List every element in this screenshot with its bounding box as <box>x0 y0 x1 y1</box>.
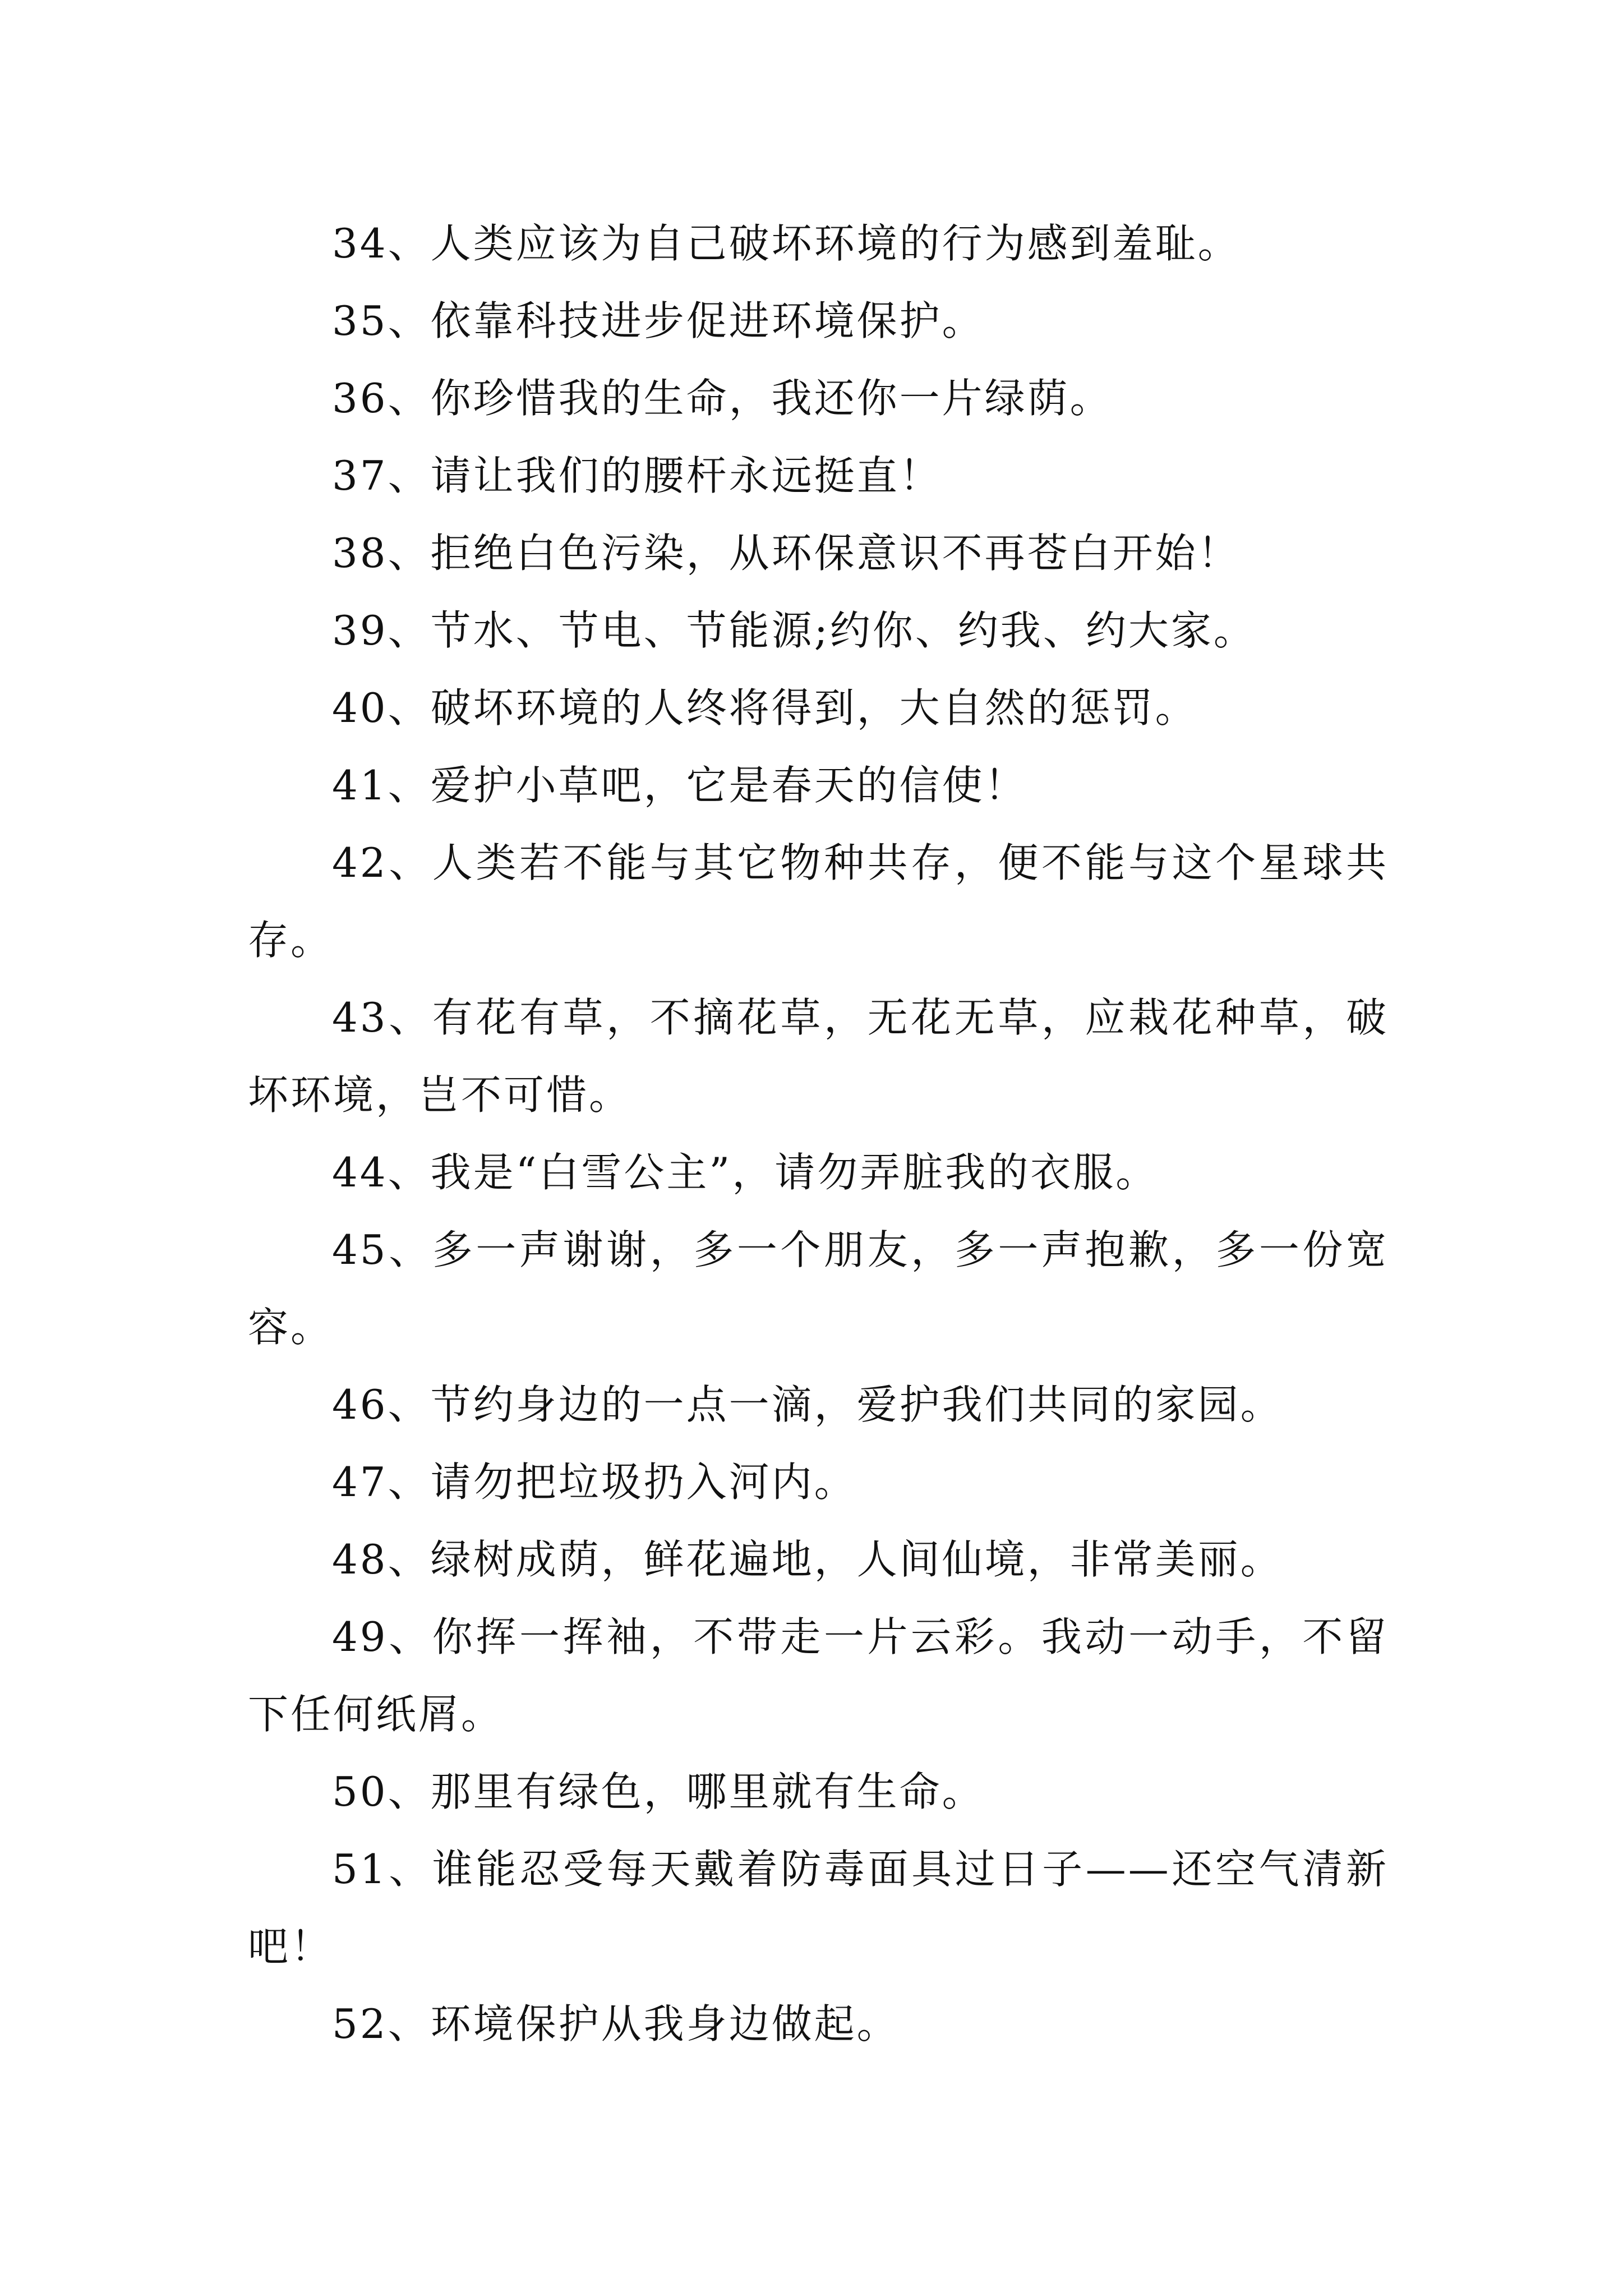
paragraph-35: 35、依靠科技进步促进环境保护。 <box>332 297 985 344</box>
paragraph-37: 37、请让我们的腰杆永远挺直！ <box>332 452 942 499</box>
paragraph-44: 44、我是“白雪公主”，请勿弄脏我的衣服。 <box>332 1149 1159 1196</box>
paragraph-50: 50、那里有绿色，哪里就有生命。 <box>332 1768 985 1815</box>
paragraph-45: 45、多一声谢谢，多一个朋友，多一声抱歉，多一份宽容。 <box>248 1226 1389 1351</box>
paragraph-46: 46、节约身边的一点一滴，爱护我们共同的家园。 <box>332 1381 1283 1428</box>
paragraph-49: 49、你挥一挥袖，不带走一片云彩。我动一动手，不留下任何纸屑。 <box>248 1613 1389 1738</box>
paragraph-38: 38、拒绝白色污染，从环保意识不再苍白开始！ <box>332 530 1241 577</box>
paragraph-39: 39、节水、节电、节能源;约你、约我、约大家。 <box>332 607 1256 654</box>
paragraph-48: 48、绿树成荫，鲜花遍地，人间仙境，非常美丽。 <box>332 1536 1283 1583</box>
document-body <box>248 205 1389 2063</box>
paragraph-40: 40、破坏环境的人终将得到，大自然的惩罚。 <box>332 684 1198 731</box>
paragraph-42: 42、人类若不能与其它物种共存，便不能与这个星球共存。 <box>248 839 1389 964</box>
paragraph-36: 36、你珍惜我的生命，我还你一片绿荫。 <box>332 375 1113 422</box>
paragraph-52: 52、环境保护从我身边做起。 <box>332 2000 900 2047</box>
paragraph-43: 43、有花有草，不摘花草，无花无草，应栽花种草，破坏环境，岂不可惜。 <box>248 994 1389 1119</box>
paragraph-41: 41、爱护小草吧，它是春天的信使！ <box>332 762 1027 809</box>
paragraph-47: 47、请勿把垃圾扔入河内。 <box>332 1458 857 1506</box>
paragraph-34: 34、人类应该为自己破坏环境的行为感到羞耻。 <box>332 220 1241 267</box>
paragraph-51: 51、谁能忍受每天戴着防毒面具过日子——还空气清新吧！ <box>248 1846 1389 1970</box>
